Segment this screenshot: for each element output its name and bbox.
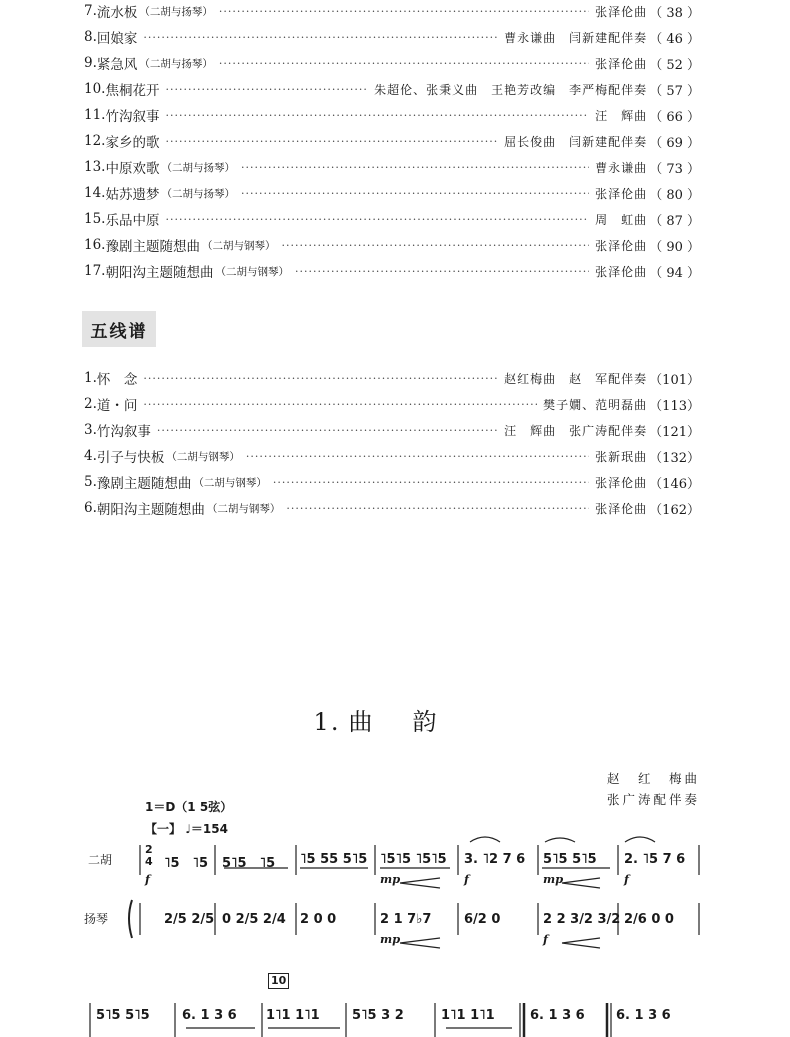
toc-entry[interactable] <box>84 391 700 417</box>
dynamic-mark: f <box>464 872 469 886</box>
toc-number: 2. <box>84 396 97 412</box>
hairpin <box>562 938 600 948</box>
toc-title: 乐品中原 <box>105 213 160 229</box>
toc-credit: 张泽伦曲 <box>595 475 648 490</box>
rehearsal-number: 10 <box>268 973 289 989</box>
tempo-marking <box>145 820 228 837</box>
toc-leader-dots <box>165 135 498 148</box>
toc-leader-dots <box>241 187 589 200</box>
toc-staff <box>84 365 700 521</box>
toc-entry[interactable] <box>84 443 700 469</box>
toc-number: 4. <box>84 448 97 464</box>
toc-page: （146） <box>649 476 700 492</box>
toc-credit: 张新珉曲 <box>595 449 648 464</box>
toc-credit: 张泽伦曲 <box>595 264 648 279</box>
toc-credit: 曹永谦曲 闫新建配伴奏 <box>504 30 648 45</box>
toc-credit: 汪 辉曲 张广涛配伴奏 <box>504 423 648 438</box>
toc-leader-dots <box>143 31 498 44</box>
time-signature <box>145 844 153 868</box>
time-sig-bottom: 4 <box>145 855 153 868</box>
toc-page: （ 73 ） <box>649 161 700 177</box>
measure: 2. ˥5 7 6 <box>624 852 686 867</box>
toc-title: 引子与快板 <box>96 450 165 466</box>
measure: 5˥5 3 2 <box>352 1008 404 1023</box>
hairpin <box>400 938 440 948</box>
toc-page: （101） <box>649 372 700 388</box>
piece-number: 1. <box>313 708 341 736</box>
toc-leader-dots <box>219 5 589 18</box>
toc-entry[interactable] <box>84 76 700 102</box>
dynamic-mark: mp <box>380 872 401 886</box>
measure: 2/6 0 0 <box>624 912 674 927</box>
toc-page: （113） <box>649 398 700 414</box>
toc-leader-dots <box>286 502 589 515</box>
time-sig-top: 2 <box>145 843 153 856</box>
toc-number: 17. <box>84 263 106 279</box>
toc-credit: 张泽伦曲 <box>595 4 648 19</box>
toc-entry[interactable] <box>84 232 700 258</box>
toc-number: 7. <box>84 3 97 19</box>
toc-page: （ 94 ） <box>649 265 700 281</box>
dynamic-mark: f <box>543 932 548 946</box>
toc-leader-dots <box>157 424 498 437</box>
toc-title: 朝阳沟主题随想曲 <box>105 265 214 281</box>
measure: 2 1 7♭7 <box>380 912 432 927</box>
slur <box>545 838 575 842</box>
measure: 6. 1 3 6 <box>530 1008 585 1023</box>
toc-number: 11. <box>84 107 106 123</box>
toc-leader-dots <box>281 239 589 252</box>
piece-title <box>0 702 790 737</box>
measure: ˥5˥5 ˥5˥5 <box>380 852 447 867</box>
toc-entry[interactable] <box>84 469 700 495</box>
toc-credit: 朱超伦、张秉义曲 王艳芳改编 李严梅配伴奏 <box>374 82 648 97</box>
toc-title: 回娘家 <box>96 31 138 47</box>
dynamic-mark: mp <box>380 932 401 946</box>
toc-leader-dots <box>295 265 589 278</box>
tempo-value: ♩＝154 <box>185 822 228 836</box>
toc-title: 竹沟叙事 <box>105 109 160 125</box>
toc-entry[interactable] <box>84 417 700 443</box>
measure: 1˥1 1˥1 <box>441 1008 495 1023</box>
toc-entry[interactable] <box>84 24 700 50</box>
toc-credit: 周 虹曲 <box>595 212 648 227</box>
toc-note: （二胡与钢琴） <box>166 450 240 463</box>
toc-number: 6. <box>84 500 97 516</box>
toc-number: 5. <box>84 474 97 490</box>
toc-title: 姑苏遗梦 <box>105 187 160 203</box>
measure: 0 2/5 2/4 <box>222 912 286 927</box>
toc-title: 朝阳沟主题随想曲 <box>96 502 205 518</box>
toc-title: 豫剧主题随想曲 <box>96 476 192 492</box>
dynamic-mark: f <box>624 872 629 886</box>
measure: 6/2 0 <box>464 912 501 927</box>
toc-note: （二胡与扬琴） <box>139 57 213 70</box>
arranger: 张广涛配伴奏 <box>606 792 700 807</box>
toc-number: 9. <box>84 55 97 71</box>
toc-note: （二胡与钢琴） <box>215 265 289 278</box>
hairpin <box>562 878 600 888</box>
toc-entry[interactable] <box>84 50 700 76</box>
toc-page: （ 87 ） <box>649 213 700 229</box>
toc-note: （二胡与钢琴） <box>193 476 267 489</box>
toc-entry[interactable] <box>84 102 700 128</box>
toc-credit: 樊子嫺、范明磊曲 <box>543 397 648 412</box>
measure: 1˥1 1˥1 <box>266 1008 320 1023</box>
key-signature: 1＝D（1 5弦） <box>145 800 233 814</box>
toc-credit: 张泽伦曲 <box>595 501 648 516</box>
toc-entry[interactable] <box>84 495 700 521</box>
measure: 6. 1 3 6 <box>182 1008 237 1023</box>
section-title-staff: 五线谱 <box>82 311 156 347</box>
toc-number: 3. <box>84 422 97 438</box>
toc-title: 竹沟叙事 <box>96 424 151 440</box>
measure: 2/5 2/5 <box>164 912 215 927</box>
toc-leader-dots <box>241 161 589 174</box>
toc-credit: 汪 辉曲 <box>595 108 648 123</box>
toc-page: （ 69 ） <box>649 135 700 151</box>
toc-title: 道・问 <box>96 398 138 414</box>
toc-credit: 张泽伦曲 <box>595 56 648 71</box>
toc-entry[interactable] <box>84 128 700 154</box>
measure: 3. ˥2 7 6 <box>464 852 526 867</box>
measure: 5˥5 ˥5 <box>222 856 276 871</box>
toc-leader-dots <box>143 398 537 411</box>
toc-leader-dots <box>219 57 589 70</box>
toc-entry[interactable] <box>84 180 700 206</box>
toc-note: （二胡与钢琴） <box>206 502 281 515</box>
toc-number: 12. <box>84 133 106 149</box>
measure: 5˥5 5˥5 <box>543 852 597 867</box>
measure: 5˥5 5˥5 <box>96 1008 150 1023</box>
toc-jianpu <box>84 0 700 284</box>
toc-leader-dots <box>246 450 589 463</box>
toc-number: 13. <box>84 159 106 175</box>
toc-entry[interactable] <box>84 206 700 232</box>
toc-title: 焦桐花开 <box>105 83 160 99</box>
measure: 2 0 0 <box>300 912 337 927</box>
toc-credit: 张泽伦曲 <box>595 186 648 201</box>
toc-entry[interactable] <box>84 365 700 391</box>
toc-page: （ 90 ） <box>649 239 700 255</box>
toc-title: 豫剧主题随想曲 <box>105 239 200 255</box>
slur <box>625 837 655 842</box>
toc-page: （ 57 ） <box>649 83 700 99</box>
toc-credit: 屈长俊曲 闫新建配伴奏 <box>504 134 648 149</box>
yangqin-label: 扬琴 <box>84 912 109 926</box>
section-mark: 【一】 <box>145 822 182 836</box>
toc-number: 1. <box>84 370 97 386</box>
toc-note: （二胡与扬琴） <box>139 5 213 18</box>
toc-title: 流水板 <box>96 5 138 21</box>
toc-credit: 曹永谦曲 <box>595 160 648 175</box>
toc-note: （二胡与扬琴） <box>161 187 235 200</box>
toc-note: （二胡与扬琴） <box>161 161 235 174</box>
toc-credit: 张泽伦曲 <box>595 238 648 253</box>
toc-page: （121） <box>649 424 700 440</box>
measure: 2 2 3/2 3/2 <box>543 912 621 927</box>
toc-page: （ 46 ） <box>649 31 700 47</box>
toc-number: 10. <box>84 81 106 97</box>
composer: 赵 红 梅曲 <box>606 771 700 786</box>
toc-number: 8. <box>84 29 97 45</box>
toc-page: （ 66 ） <box>649 109 700 125</box>
toc-page: （162） <box>649 502 700 518</box>
toc-title: 中原欢歌 <box>105 161 160 177</box>
composer-credit <box>607 768 700 810</box>
toc-title: 怀 念 <box>96 372 138 388</box>
piece-name: 曲韵 <box>348 708 477 736</box>
measure: ˥5 55 5˥5 <box>300 852 368 867</box>
measure: 6. 1 3 6 <box>616 1008 671 1023</box>
toc-credit: 赵红梅曲 赵 军配伴奏 <box>504 371 648 386</box>
toc-page: （132） <box>649 450 700 466</box>
dynamic-mark: f <box>145 872 150 886</box>
toc-leader-dots <box>165 83 368 96</box>
toc-page: （ 52 ） <box>649 57 700 73</box>
toc-number: 14. <box>84 185 106 201</box>
toc-entry[interactable] <box>84 154 700 180</box>
toc-entry[interactable] <box>84 258 700 284</box>
toc-leader-dots <box>273 476 589 489</box>
toc-number: 15. <box>84 211 106 227</box>
toc-title: 紧急风 <box>96 57 138 73</box>
measure: ˥5 ˥5 <box>164 856 209 871</box>
slur <box>470 837 500 842</box>
erhu-label: 二胡 <box>88 853 113 867</box>
dynamic-mark: mp <box>543 872 564 886</box>
toc-number: 16. <box>84 237 106 253</box>
toc-leader-dots <box>165 213 589 226</box>
toc-leader-dots <box>165 109 589 122</box>
toc-title: 家乡的歌 <box>105 135 160 151</box>
hairpin <box>400 878 440 888</box>
toc-leader-dots <box>143 372 498 385</box>
toc-entry[interactable] <box>84 0 700 24</box>
toc-note: （二胡与钢琴） <box>201 239 276 252</box>
toc-page: （ 80 ） <box>649 187 700 203</box>
yangqin-brace <box>129 900 132 938</box>
toc-page: （ 38 ） <box>649 5 700 21</box>
